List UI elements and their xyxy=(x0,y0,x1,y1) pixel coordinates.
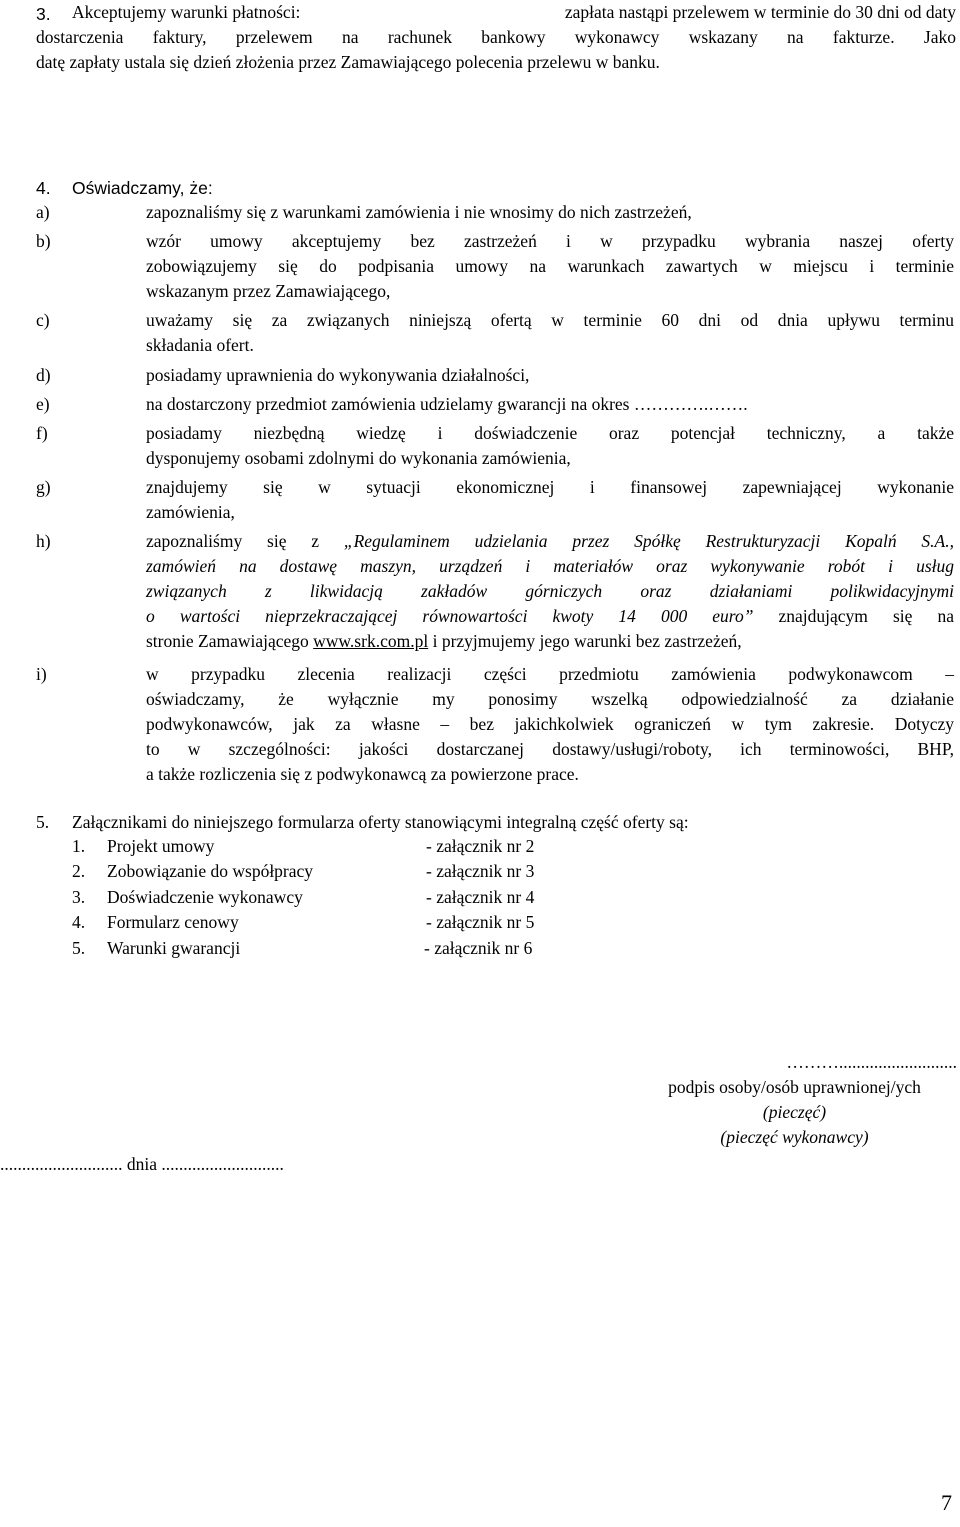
item-line: wskazanym przez Zamawiającego, xyxy=(146,281,391,301)
item-letter: f) xyxy=(36,423,48,443)
attachment-ref: - załącznik nr 3 xyxy=(426,861,535,882)
section-3 xyxy=(36,0,956,72)
item-line xyxy=(146,579,954,604)
attachment-ref: - załącznik nr 4 xyxy=(426,886,535,907)
item-line: w przypadku zlecenia realizacji części przedmiotu zamówienia podwykonawcom – xyxy=(146,664,954,684)
attachment-title: Warunki gwarancji xyxy=(107,937,241,958)
attachment-title: Doświadczenie wykonawcy xyxy=(107,886,303,907)
attachment-ref: - załącznik nr 5 xyxy=(426,912,535,933)
item-text: i przyjmujemy jego warunki bez zastrzeżeń, xyxy=(428,631,742,651)
list-item xyxy=(36,834,636,859)
payment-terms-label: Akceptujemy warunki płatności: xyxy=(72,2,301,22)
list-item xyxy=(36,200,956,229)
item-line xyxy=(146,629,954,654)
payment-terms-text: zapłata nastąpi przelewem w terminie do 30 dni od daty xyxy=(564,2,956,22)
item-line: składania ofert. xyxy=(146,335,254,355)
item-line: uważamy się za związanych niniejszą ofertą w terminie 60 dni od dnia upływu terminu xyxy=(146,310,954,330)
attachments-heading: Załącznikami do niniejszego formularza oferty stanowiącymi integralną część oferty są: xyxy=(72,812,689,832)
item-line xyxy=(146,604,954,629)
section-3-line: datę zapłaty ustala się dzień złożenia przez Zamawiającego polecenia przelewu w banku. xyxy=(36,52,660,72)
item-line: zamówienia, xyxy=(146,502,235,522)
list-item xyxy=(36,529,956,662)
section-number: 4. xyxy=(36,178,51,198)
item-letter: i) xyxy=(36,664,47,684)
list-item xyxy=(36,885,636,910)
attachment-ref: - załącznik nr 2 xyxy=(426,836,535,856)
item-line: to w szczególności: jakości dostarczanej dostawy/usługi/roboty, ich terminowości, BHP, xyxy=(146,739,954,759)
list-item xyxy=(36,392,956,421)
attachment-number: 4. xyxy=(72,912,86,933)
item-text: stronie Zamawiającego xyxy=(146,631,314,651)
list-item xyxy=(36,475,956,529)
item-text: zapoznaliśmy się z xyxy=(146,531,344,551)
item-letter: b) xyxy=(36,231,51,251)
section-3-line: dostarczenia faktury, przelewem na rachunek bankowy wykonawcy wskazany na fakturze. Jako xyxy=(36,27,956,47)
section-5 xyxy=(36,810,956,835)
section-number: 3. xyxy=(36,4,51,24)
regulation-title: o wartości nieprzekraczającej równowartości kwoty 14 000 euro” xyxy=(146,606,754,626)
attachment-title: Formularz cenowy xyxy=(107,912,239,933)
item-line: zapoznaliśmy się z warunkami zamówienia i nie wnosimy do nich zastrzeżeń, xyxy=(146,202,692,222)
declarations-list xyxy=(36,200,956,787)
section-4-intro: Oświadczamy, że: xyxy=(72,178,213,198)
list-item xyxy=(36,363,956,392)
item-line: podwykonawców, jak za własne – bez jakichkolwiek ograniczeń w tym zakresie. Dotyczy xyxy=(146,714,954,734)
attachment-ref: - załącznik nr 6 xyxy=(424,937,533,958)
item-letter: a) xyxy=(36,202,50,222)
list-item xyxy=(36,936,636,961)
regulation-title: związanych z likwidacją zakładów górniczych oraz działaniami polikwidacyjnymi xyxy=(146,581,954,601)
attachments-list xyxy=(36,834,636,961)
item-line: a także rozliczenia się z podwykonawcą za powierzone prace. xyxy=(146,764,579,784)
regulation-title: zamówień na dostawę maszyn, urządzeń i materiałów oraz wykonywanie robót i usług xyxy=(146,556,954,576)
list-item xyxy=(36,421,956,475)
attachment-number: 1. xyxy=(72,836,86,856)
signature-block xyxy=(632,1050,957,1150)
section-3-body xyxy=(72,0,956,25)
item-line: posiadamy niezbędną wiedzę i doświadczenie oraz potencjał techniczny, a także xyxy=(146,423,954,443)
stamp-label: (pieczęć) xyxy=(762,1102,827,1122)
attachment-number: 3. xyxy=(72,886,86,907)
item-line: dysponujemy osobami zdolnymi do wykonania zamówienia, xyxy=(146,448,571,468)
item-letter: c) xyxy=(36,310,50,330)
item-line: znajdujemy się w sytuacji ekonomicznej i finansowej zapewniającej wykonanie xyxy=(146,477,954,497)
item-line: wzór umowy akceptujemy bez zastrzeżeń i w przypadku wybrania naszej oferty xyxy=(146,231,954,251)
item-letter: h) xyxy=(36,531,51,551)
contractor-stamp-label: (pieczęć wykonawcy) xyxy=(720,1127,869,1147)
item-line: na dostarczony przedmiot zamówienia udzielamy gwarancji na okres ………….……. xyxy=(146,394,748,414)
signature-label: podpis osoby/osób uprawnionej/ych xyxy=(668,1077,921,1097)
attachment-title: Zobowiązanie do współpracy xyxy=(107,861,314,882)
signature-dots: ………........................... xyxy=(786,1052,957,1072)
page-number: 7 xyxy=(941,1490,952,1515)
item-letter: d) xyxy=(36,365,51,385)
item-letter: e) xyxy=(36,394,50,414)
list-item xyxy=(36,308,956,363)
regulation-title: „Regulaminem udzielania przez Spółkę Restrukturyzacji Kopalń S.A., xyxy=(343,531,954,551)
attachment-title: Projekt umowy xyxy=(107,836,215,856)
section-3-line xyxy=(72,0,956,25)
item-line xyxy=(146,529,954,554)
section-4 xyxy=(36,176,956,201)
date-line: ............................ dnia ............................ xyxy=(0,1154,284,1174)
item-text: znajdującym się na xyxy=(753,606,954,626)
item-line: oświadczamy, że wyłącznie my ponosimy wszelką odpowiedzialność za działanie xyxy=(146,689,954,709)
item-line xyxy=(146,554,954,579)
list-item xyxy=(36,229,956,308)
attachment-number: 5. xyxy=(72,937,86,958)
list-item xyxy=(36,662,956,787)
item-line: zobowiązujemy się do podpisania umowy na warunkach zawartych w miejscu i terminie xyxy=(146,256,954,276)
website-link[interactable]: www.srk.com.pl xyxy=(313,631,429,651)
section-number: 5. xyxy=(36,812,50,832)
attachment-number: 2. xyxy=(72,861,86,882)
list-item xyxy=(36,910,636,935)
list-item xyxy=(36,859,636,884)
item-letter: g) xyxy=(36,477,51,497)
item-line: posiadamy uprawnienia do wykonywania działalności, xyxy=(146,365,530,385)
